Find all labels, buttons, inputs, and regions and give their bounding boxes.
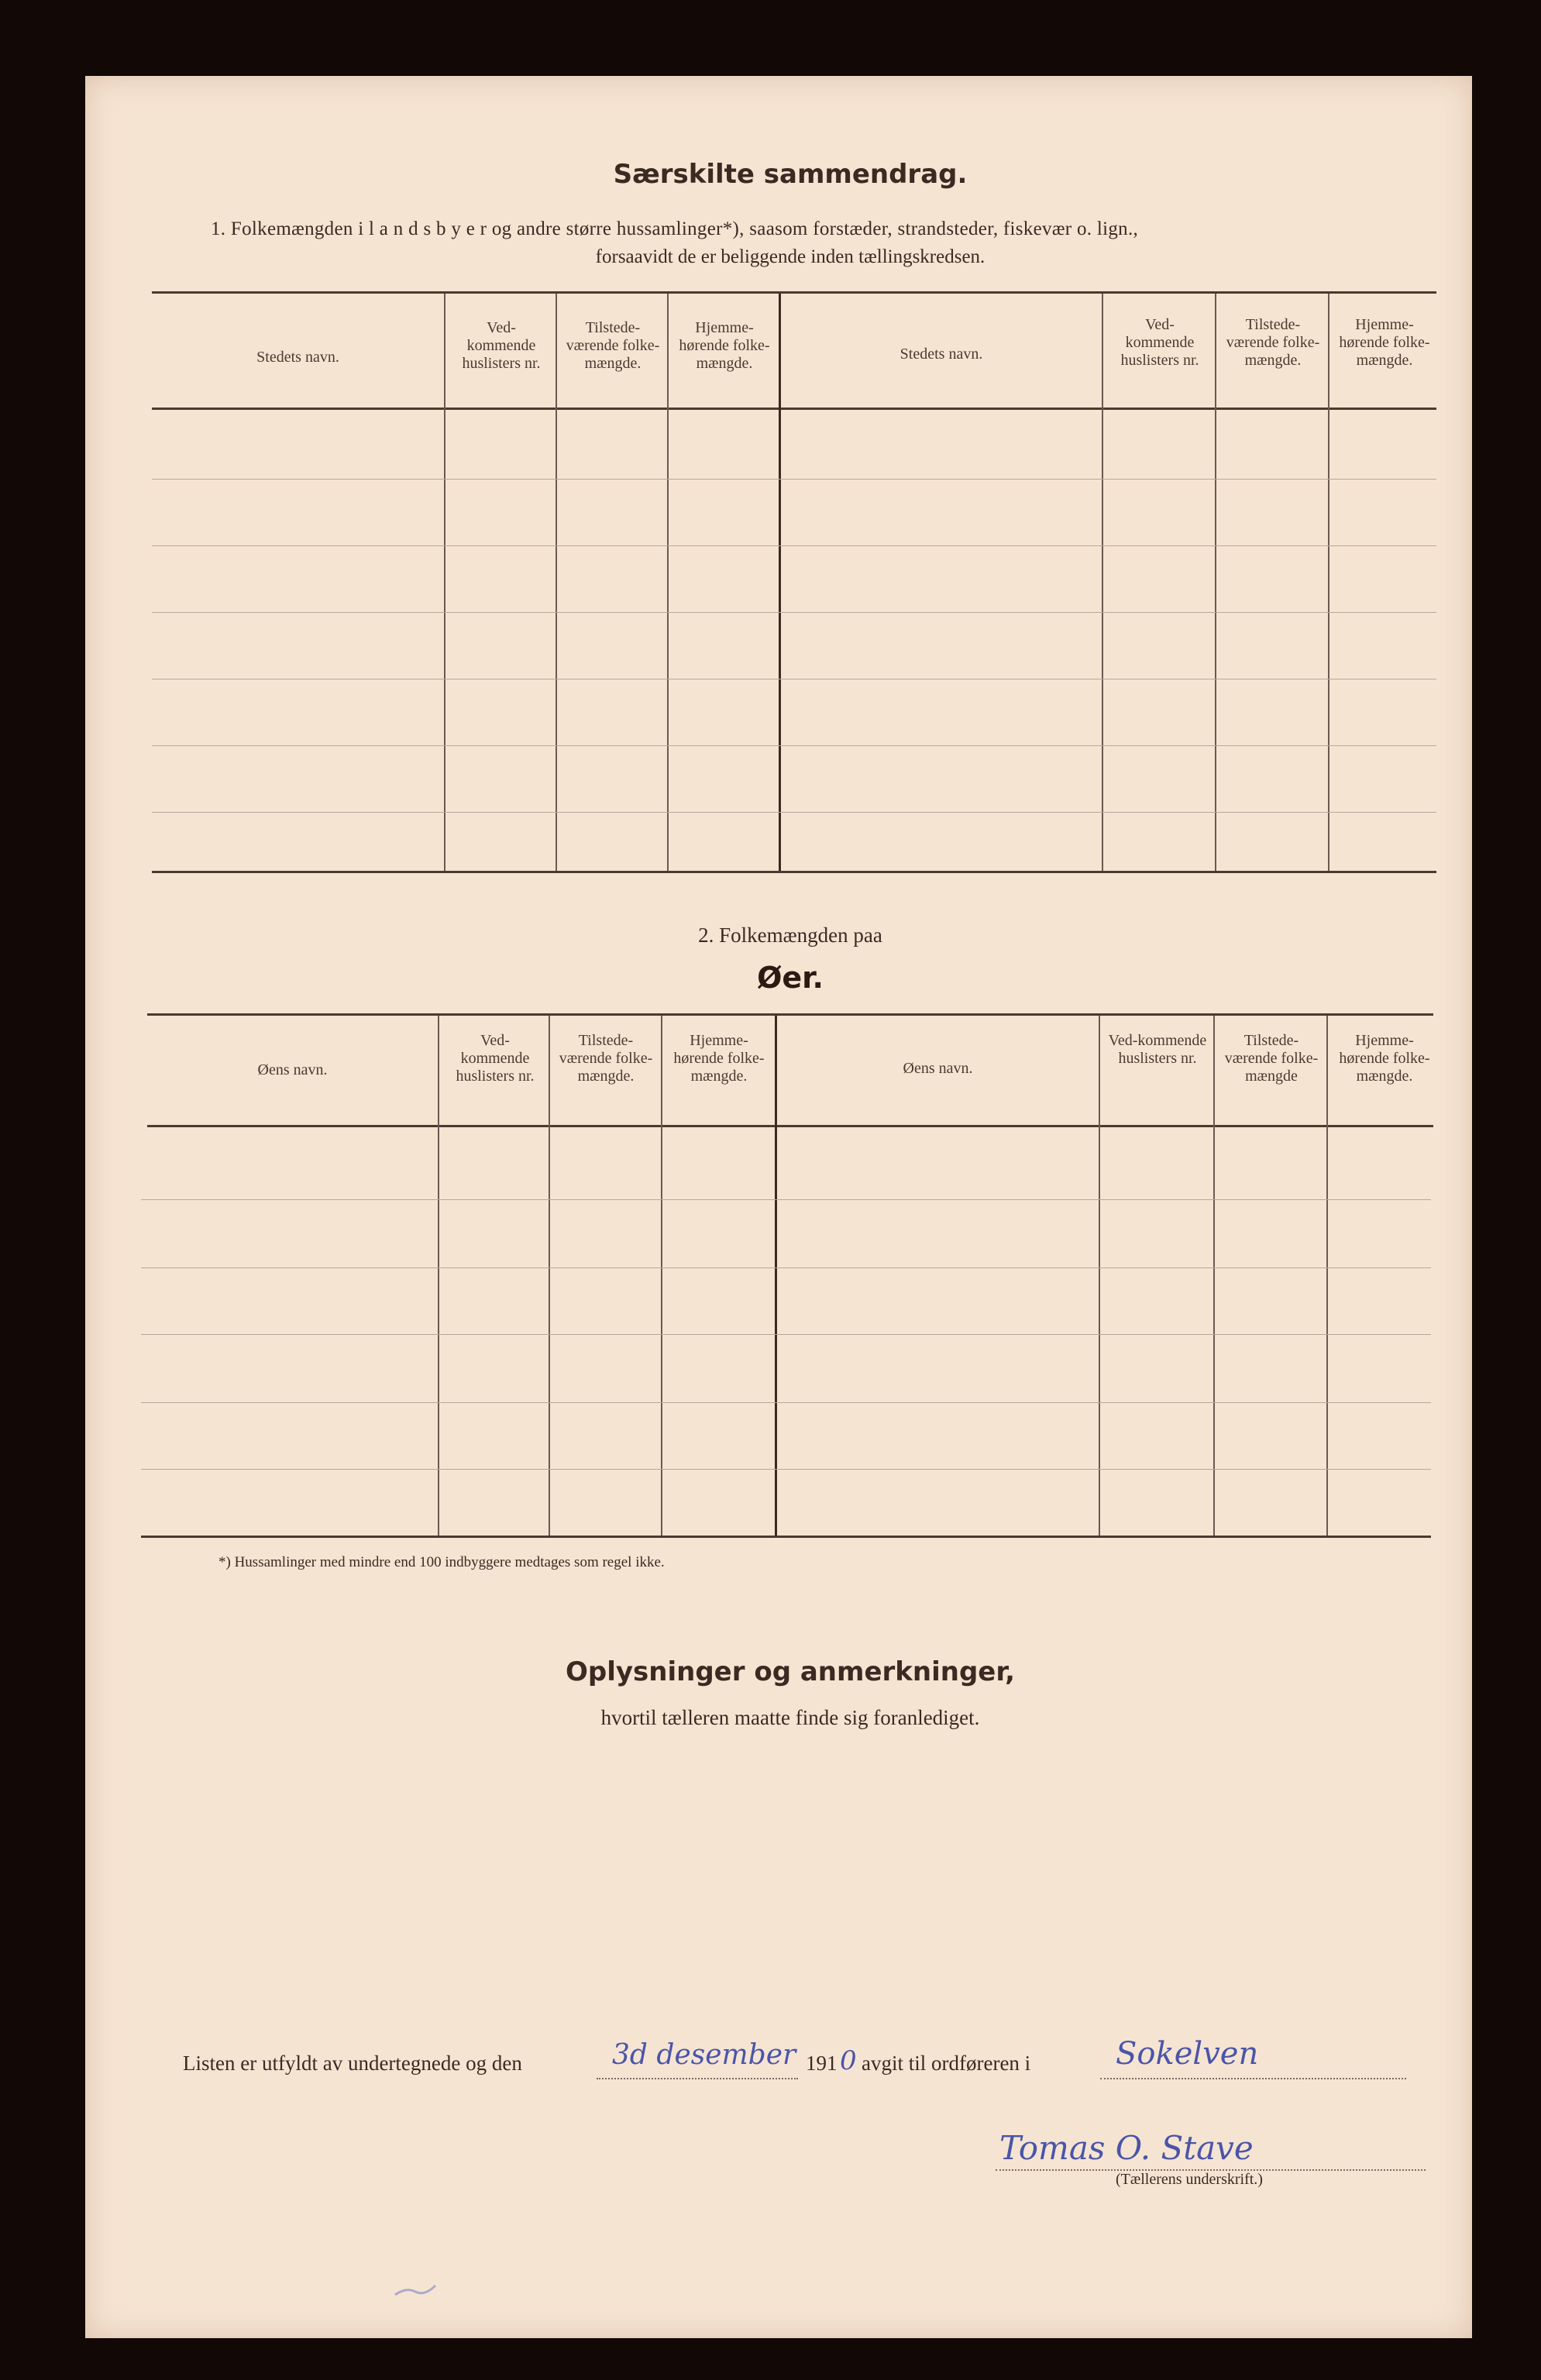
section1-intro-line1: 1. Folkemængden i l a n d s b y e r og andre større hussamlinger*), saasom forstæder, strandsteder, fiskevær o. lign., <box>211 218 1139 239</box>
s2-col-oens-navn-right: Øens navn. <box>903 1060 973 1077</box>
s1-col-hjemme-right: Hjemme-hørende folke-mængde. <box>1339 316 1430 369</box>
ink-smudge-icon <box>392 2281 439 2299</box>
section1-heading: Særskilte sammendrag. <box>613 159 968 190</box>
notes-heading: Oplysninger og anmerkninger, <box>565 1656 1016 1687</box>
s1-col-tilstede-left: Tilstede-værende folke-mængde. <box>566 319 660 372</box>
s1-col-hjemme-left: Hjemme-hørende folke-mængde. <box>679 319 770 372</box>
s1-col-stedets-navn-left: Stedets navn. <box>256 349 339 366</box>
s1-col-huslisters-right: Ved-kommende huslisters nr. <box>1120 316 1199 369</box>
s2-col-oens-navn-left: Øens navn. <box>257 1061 328 1078</box>
s2-col-huslisters-left: Ved-kommende huslisters nr. <box>456 1032 535 1085</box>
s2-col-hjemme-left: Hjemme-hørende folke-mængde. <box>673 1032 765 1085</box>
s1-col-tilstede-right: Tilstede-værende folke-mængde. <box>1226 316 1320 369</box>
handwritten-place: Sokelven <box>1116 2036 1259 2072</box>
section2-number-line: 2. Folkemængden paa <box>698 923 882 947</box>
s2-col-huslisters-right: Ved-kommende huslisters nr. <box>1108 1032 1207 1067</box>
handwritten-date: 3d desember <box>612 2039 796 2071</box>
s1-col-huslisters-left: Ved-kommende huslisters nr. <box>462 319 541 372</box>
signature-text-middle: avgit til ordføreren i <box>862 2052 1031 2075</box>
footnote: *) Hussamlinger med mindre end 100 indbyggere medtages som regel ikke. <box>218 1554 665 1570</box>
handwritten-signature: Tomas O. Stave <box>999 2129 1254 2167</box>
handwritten-year-digit: 0 <box>840 2045 857 2076</box>
section2-heading: Øer. <box>757 961 824 995</box>
notes-subheading: hvortil tælleren maatte finde sig foranlediget. <box>600 1706 980 1729</box>
s2-col-tilstede-right: Tilstede-værende folke-mængde <box>1224 1032 1319 1085</box>
s2-col-tilstede-left: Tilstede-værende folke-mængde. <box>559 1032 653 1085</box>
s2-col-hjemme-right: Hjemme-hørende folke-mængde. <box>1339 1032 1430 1085</box>
signature-caption: (Tællerens underskrift.) <box>1116 2171 1263 2188</box>
s1-col-stedets-navn-right: Stedets navn. <box>899 346 983 363</box>
section1-intro-line2: forsaavidt de er beliggende inden tællingskredsen. <box>595 246 985 267</box>
year-prefix: 191 <box>806 2052 838 2075</box>
signature-text-before: Listen er utfyldt av undertegnede og den <box>183 2052 522 2075</box>
